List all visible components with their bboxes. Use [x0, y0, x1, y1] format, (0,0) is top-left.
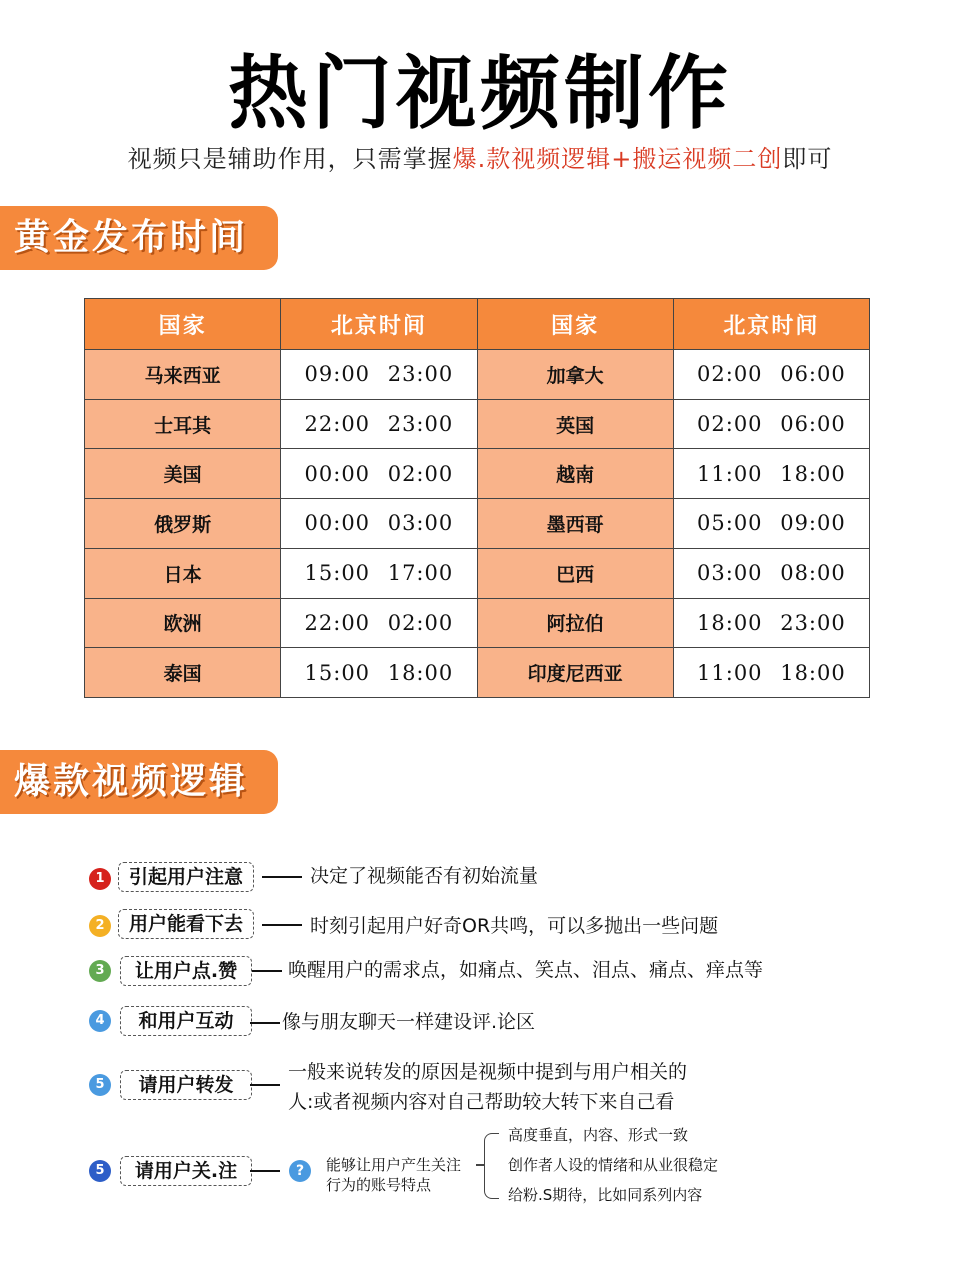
country-cell: 美国: [85, 449, 281, 499]
time-cell: 15:00 18:00: [281, 648, 477, 698]
table-row: [85, 598, 870, 648]
time-cell: 11:00 18:00: [673, 648, 869, 698]
subtitle-prefix: 视频只是辅助作用，只需掌握: [127, 145, 453, 173]
country-cell: 欧洲: [85, 598, 281, 648]
logic-label-keep-watching: 用户能看下去: [118, 909, 254, 939]
logic-label-like: 让用户点.赞: [120, 956, 252, 986]
logic-label-share: 请用户转发: [120, 1070, 252, 1100]
number-badge-4: 4: [89, 1010, 111, 1032]
logic-label-interact: 和用户互动: [120, 1006, 252, 1036]
logic-desc-share-line1: 一般来说转发的原因是视频中提到与用户相关的: [288, 1061, 688, 1083]
number-badge-5: 5: [89, 1160, 111, 1182]
time-cell: 02:00 06:00: [673, 399, 869, 449]
logic-desc-follow-line1: 能够让用户产生关注: [326, 1156, 462, 1174]
country-cell: 越南: [477, 449, 673, 499]
time-cell: 22:00 02:00: [281, 598, 477, 648]
header-beijing-time: 北京时间: [281, 299, 477, 350]
table-row: [85, 648, 870, 698]
number-badge-2: 2: [89, 915, 111, 937]
number-badge-1: 1: [89, 868, 111, 890]
country-cell: 英国: [477, 399, 673, 449]
table-row: [85, 350, 870, 400]
country-cell: 士耳其: [85, 399, 281, 449]
time-cell: 00:00 02:00: [281, 449, 477, 499]
logic-desc-follow-line2: 行为的账号特点: [326, 1176, 432, 1194]
country-cell: 加拿大: [477, 350, 673, 400]
connector-line: [262, 924, 302, 926]
table-row: [85, 548, 870, 598]
number-badge-5: 5: [89, 1074, 111, 1096]
table-row: [85, 399, 870, 449]
connector-line: [250, 1170, 280, 1172]
logic-label-follow: 请用户关.注: [120, 1156, 252, 1186]
time-cell: 00:00 03:00: [281, 499, 477, 549]
logic-desc-like: 唤醒用户的需求点，如痛点、笑点、泪点、痛点、痒点等: [288, 959, 764, 981]
follow-trait-1: 高度垂直，内容、形式一致: [508, 1126, 689, 1144]
publish-time-table: [84, 298, 870, 698]
table-row: [85, 449, 870, 499]
header-beijing-time: 北京时间: [673, 299, 869, 350]
header-country: 国家: [477, 299, 673, 350]
table-header-row: [85, 299, 870, 350]
logic-desc-keep-watching: 时刻引起用户好奇OR共鸣，可以多抛出一些问题: [310, 915, 719, 937]
country-cell: 印度尼西亚: [477, 648, 673, 698]
time-cell: 09:00 23:00: [281, 350, 477, 400]
time-cell: 05:00 09:00: [673, 499, 869, 549]
time-cell: 03:00 08:00: [673, 548, 869, 598]
subtitle: [0, 142, 960, 176]
time-cell: 22:00 23:00: [281, 399, 477, 449]
time-cell: 15:00 17:00: [281, 548, 477, 598]
logic-label-attention: 引起用户注意: [118, 862, 254, 892]
follow-trait-2: 创作者人设的情绪和从业很稳定: [508, 1156, 719, 1174]
section-tag-golden-time: 黄金发布时间: [0, 206, 278, 270]
country-cell: 泰国: [85, 648, 281, 698]
country-cell: 巴西: [477, 548, 673, 598]
time-cell: 18:00 23:00: [673, 598, 869, 648]
time-cell: 11:00 18:00: [673, 449, 869, 499]
country-cell: 日本: [85, 548, 281, 598]
country-cell: 阿拉伯: [477, 598, 673, 648]
section-tag-viral-logic: 爆款视频逻辑: [0, 750, 278, 814]
follow-trait-3: 给粉.S期待，比如同系列内容: [508, 1186, 703, 1204]
subtitle-suffix: 即可: [782, 145, 833, 173]
country-cell: 马来西亚: [85, 350, 281, 400]
logic-desc-interact: 像与朋友聊天一样建设评.论区: [282, 1011, 536, 1033]
logic-desc-share-line2: 人:或者视频内容对自己帮助较大转下来自己看: [288, 1091, 675, 1113]
table-row: [85, 499, 870, 549]
connector-line: [250, 1022, 280, 1024]
page-title: 热门视频制作: [228, 47, 732, 140]
subtitle-highlight: 爆.款视频逻辑+搬运视频二创: [452, 145, 783, 173]
header-country: 国家: [85, 299, 281, 350]
time-cell: 02:00 06:00: [673, 350, 869, 400]
connector-line: [250, 1084, 280, 1086]
connector-line: [262, 876, 302, 878]
country-cell: 墨西哥: [477, 499, 673, 549]
branch-bracket: [484, 1133, 499, 1199]
question-icon: ?: [289, 1160, 311, 1182]
number-badge-3: 3: [89, 960, 111, 982]
country-cell: 俄罗斯: [85, 499, 281, 549]
connector-line: [252, 970, 282, 972]
logic-desc-attention: 决定了视频能否有初始流量: [310, 865, 539, 887]
